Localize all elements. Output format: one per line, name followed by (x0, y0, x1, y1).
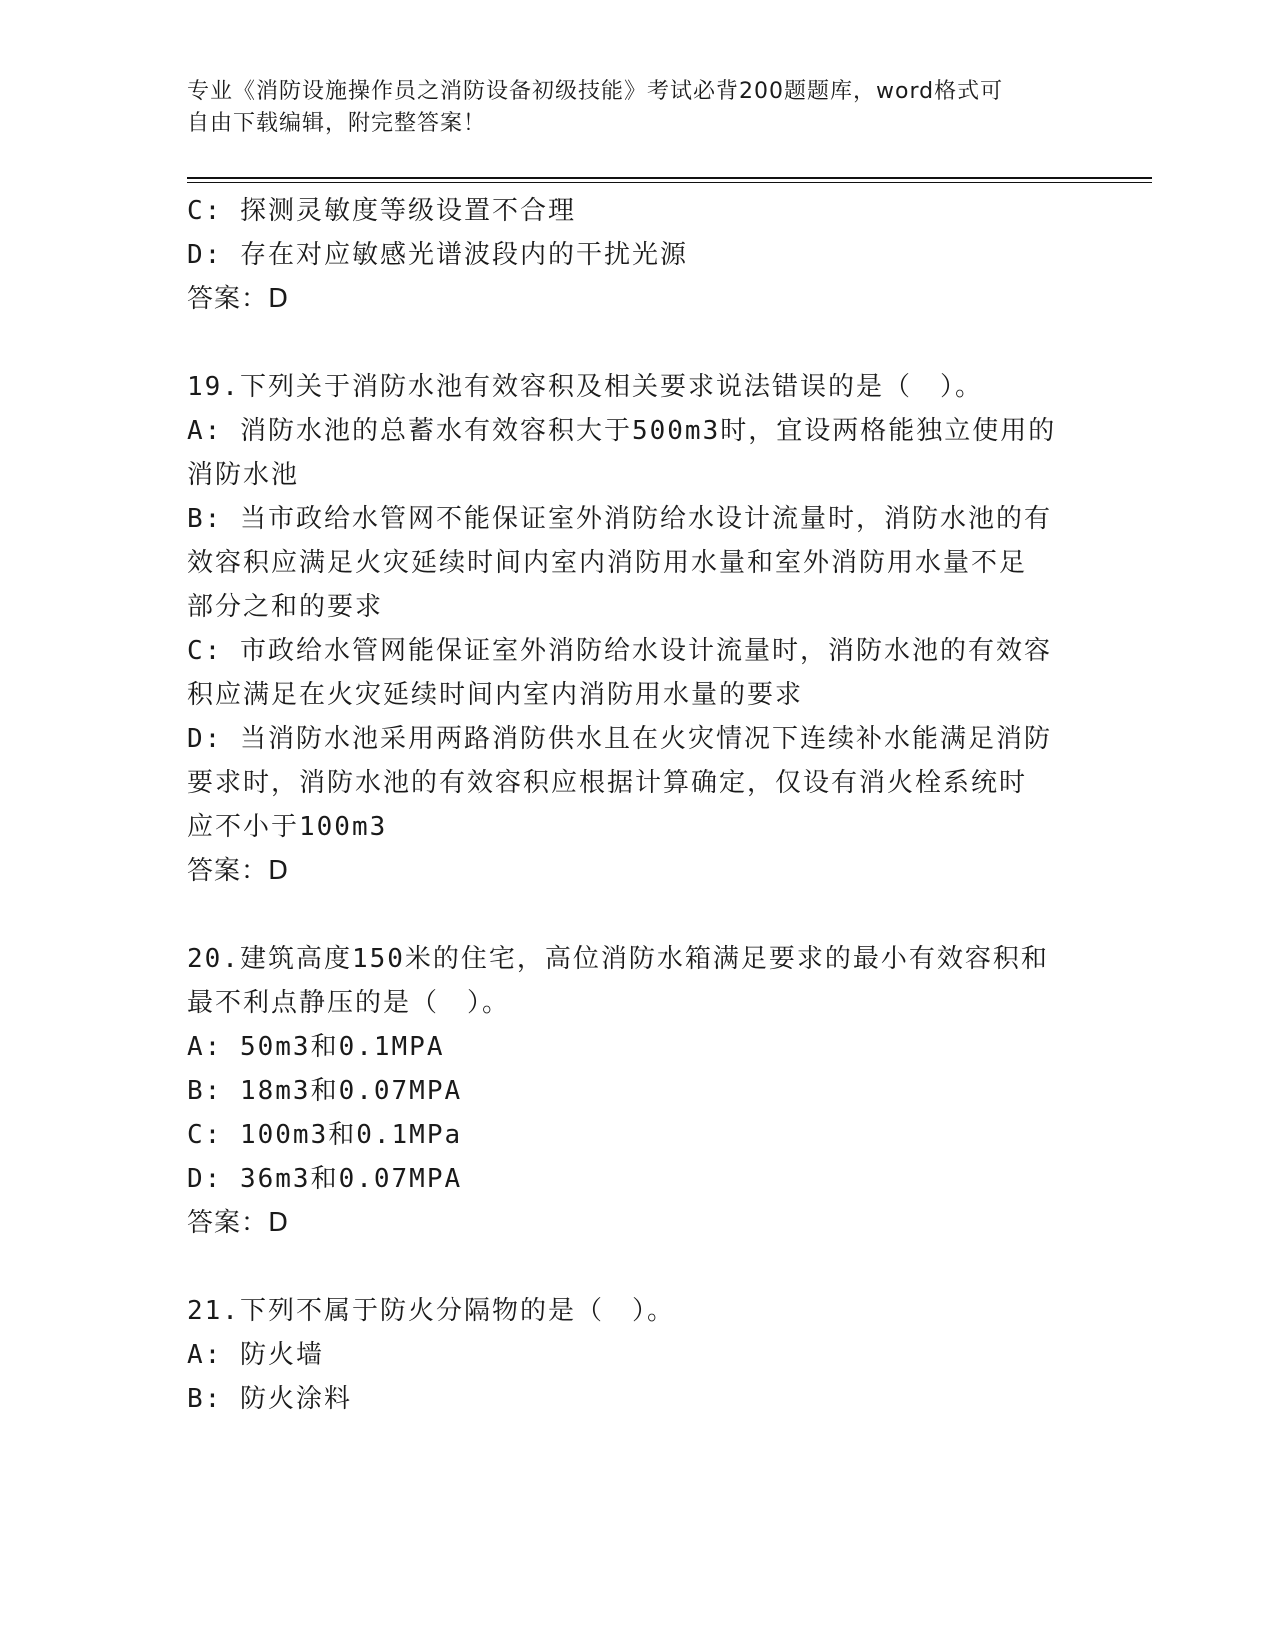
q18-option-d: D: 存在对应敏感光谱波段内的干扰光源 (187, 240, 688, 270)
q20-stem-line-2: 最不利点静压的是（ ）。 (187, 988, 511, 1018)
header-divider-thin (187, 182, 1152, 183)
document-header (187, 76, 1067, 140)
q20-option-a: A: 50m3和0.1MPA (187, 1032, 445, 1062)
q19-option-a-line-1: A: 消防水池的总蓄水有效容积大于500m3时，宜设两格能独立使用的 (187, 416, 1057, 446)
q19-option-b-line-1: B: 当市政给水管网不能保证室外消防给水设计流量时，消防水池的有 (187, 504, 1052, 534)
q19-option-b-line-3: 部分之和的要求 (187, 592, 384, 622)
q19-option-b-line-2: 效容积应满足火灾延续时间内室内消防用水量和室外消防用水量不足 (187, 548, 1028, 578)
q20-option-c: C: 100m3和0.1MPa (187, 1120, 463, 1150)
q19-option-a-line-2: 消防水池 (187, 460, 300, 490)
q21-stem: 21.下列不属于防火分隔物的是（ ）。 (187, 1296, 675, 1326)
q18-answer: 答案：D (187, 284, 290, 314)
q20-option-b: B: 18m3和0.07MPA (187, 1076, 463, 1106)
q20-answer: 答案：D (187, 1208, 290, 1238)
header-line-2: 自由下载编辑，附完整答案！ (187, 111, 487, 136)
q19-answer: 答案：D (187, 856, 290, 886)
header-divider-thick (187, 177, 1152, 179)
q19-option-d-line-1: D: 当消防水池采用两路消防供水且在火灾情况下连续补水能满足消防 (187, 724, 1052, 754)
q20-stem-line-1: 20.建筑高度150米的住宅，高位消防水箱满足要求的最小有效容积和 (187, 944, 1049, 974)
q18-option-c: C: 探测灵敏度等级设置不合理 (187, 196, 576, 226)
q20-option-d: D: 36m3和0.07MPA (187, 1164, 463, 1194)
q21-option-a: A: 防火墙 (187, 1340, 324, 1370)
q19-option-d-line-3: 应不小于100m3 (187, 812, 388, 842)
q21-option-b: B: 防火涂料 (187, 1384, 352, 1414)
header-line-1: 专业《消防设施操作员之消防设备初级技能》考试必背200题题库，word格式可 (187, 79, 1004, 104)
q19-option-c-line-1: C: 市政给水管网能保证室外消防给水设计流量时，消防水池的有效容 (187, 636, 1052, 666)
q19-option-d-line-2: 要求时，消防水池的有效容积应根据计算确定，仅设有消火栓系统时 (187, 768, 1028, 798)
q19-stem: 19.下列关于消防水池有效容积及相关要求说法错误的是（ ）。 (187, 372, 983, 402)
q19-option-c-line-2: 积应满足在火灾延续时间内室内消防用水量的要求 (187, 680, 804, 710)
